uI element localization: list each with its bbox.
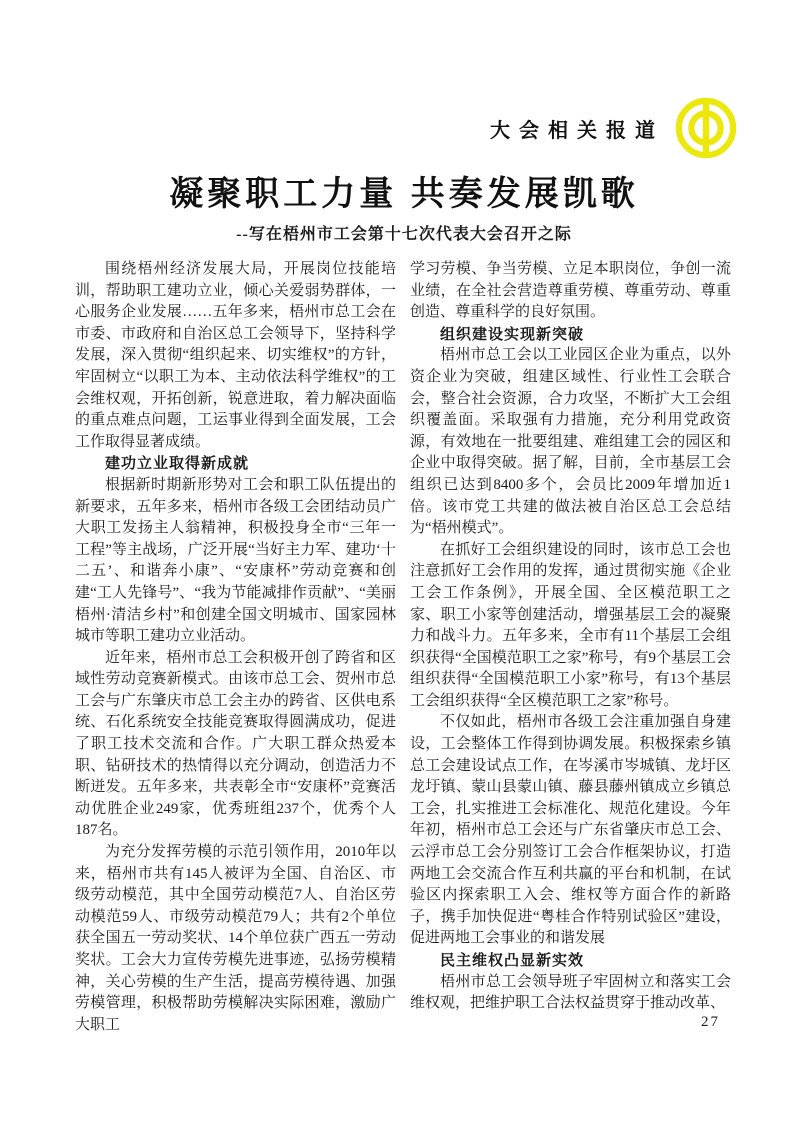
paragraph: 不仅如此，梧州市各级工会注重加强自身建设，工会整体工作得到协调发展。积极探索乡镇总工会建设试点工作，在岑溪市岑城镇、龙圩区龙圩镇、蒙山县蒙山镇、藤县藤州镇成立乡镇总工会，扎实推进工会标准化、规范化建设。今年年初，梧州市总工会还与广东省肇庆市总工会、云浮市总工会分别签订工会合作框架协议，打造两地工会交流合作互利共赢的平台和机制，在试验区内探索职工入会、维权等方面合作的新路子，携手加快促进“粤桂合作特别试验区”建设，促进两地工会事业的和谐发展 [410,714,731,947]
right-column [410,259,731,1015]
article-subtitle: --写在梧州市工会第十七次代表大会召开之际 [236,226,572,243]
left-column [75,259,396,1036]
section-heading: 组织建设实现新突破 [440,325,585,343]
paragraph: 根据新时期新形势对工会和职工队伍提出的新要求，五年多来，梧州市各级工会团结动员广大职工发扬主人翁精神，积极投身全市“三年一工程”等主战场，广泛开展“当好主力军、建功‘十二五’、和谐奔小康”、“安康杯”劳动竞赛和创建“工人先锋号”、“我为节能减排作贡献”、“美丽梧州·清洁乡村”和创建全国文明城市、国家园林城市等职工建功立业活动。 [75,476,396,645]
page-number: 27 [701,1014,720,1030]
paragraph: 为充分发挥劳模的示范引领作用，2010年以来，梧州市共有145人被评为全国、自治区、市级劳动模范，其中全国劳动模范7人、自治区劳动模范59人、市级劳动模范79人；共有2个单位获全国五一劳动奖状、14个单位获广西五一劳动奖状。工会大力宣传劳模先进事迹，弘扬劳模精神，关心劳模的生产生活，提高劳模待遇、加强劳模管理，积极帮助劳模解决实际困难，激励广大职工 [75,844,396,1033]
article-title: 凝聚职工力量 共奏发展凯歌 [169,175,639,213]
paragraph: 近年来，梧州市总工会积极开创了跨省和区域性劳动竞赛新模式。由该市总工会、贺州市总工会与广东肇庆市总工会主办的跨省、区供电系统、石化系统安全技能竞赛取得圆满成功，促进了职工技术交流和合作。广大职工群众热爱本职、钻研技术的热情得以充分调动，创造活力不断迸发。五年多来，共表彰全市“安康杯”竞赛活动优胜企业249家，优秀班组237个，优秀个人187名。 [75,649,396,839]
paragraph: 梧州市总工会领导班子牢固树立和落实工会维权观，把维护职工合法权益贯穿于推动改革、 [410,973,731,1012]
paragraph: 学习劳模、争当劳模、立足本职岗位，争创一流业绩，在全社会营造尊重劳模、尊重劳动、尊重创造、尊重科学的良好氛围。 [410,261,731,321]
section-heading: 建功立业取得新成就 [105,455,250,473]
page-header [490,96,738,160]
section-heading: 民主维权凸显新实效 [440,952,585,969]
paragraph: 在抓好工会组织建设的同时，该市总工会也注意抓好工会作用的发挥，通过贯彻实施《企业工会工作条例》，开展全国、全区模范职工之家、职工小家等创建活动，增强基层工会的凝聚力和战斗力。五年多来，全市有11个基层工会组织获得“全国模范职工之家”称号，有9个基层工会组织获得“全国模范职工小家”称号，有13个基层工会组织获得“全区模范职工之家”称号。 [410,541,731,709]
paragraph: 梧州市总工会以工业园区企业为重点，以外资企业为突破，组建区域性、行业性工会联合会，整合社会资源，合力攻坚，不断扩大工会组织覆盖面。采取强有力措施，充分利用党政资源，有效地在一批要组建、难组建工会的园区和企业中取得突破。据了解，目前，全市基层工会组织已达到8400多个，会员比2009年增加近1倍。该市党工共建的做法被自治区总工会总结为“梧州模式”。 [410,347,731,537]
paragraph: 围绕梧州经济发展大局，开展岗位技能培训，帮助职工建功立业，倾心关爱弱势群体，一心服务企业发展……五年多来，梧州市总工会在市委、市政府和自治区总工会领导下，坚持科学发展，深入贯彻“组织起来、切实维权”的方针，牢固树立“以职工为本、主动依法科学维权”的工会维权观，开拓创新，锐意进取，着力解决面临的重点难点问题，工运事业得到全面发展，工会工作取得显著成绩。 [75,261,396,450]
section-label: 大会相关报道 [490,119,664,142]
union-logo-icon [674,96,738,160]
